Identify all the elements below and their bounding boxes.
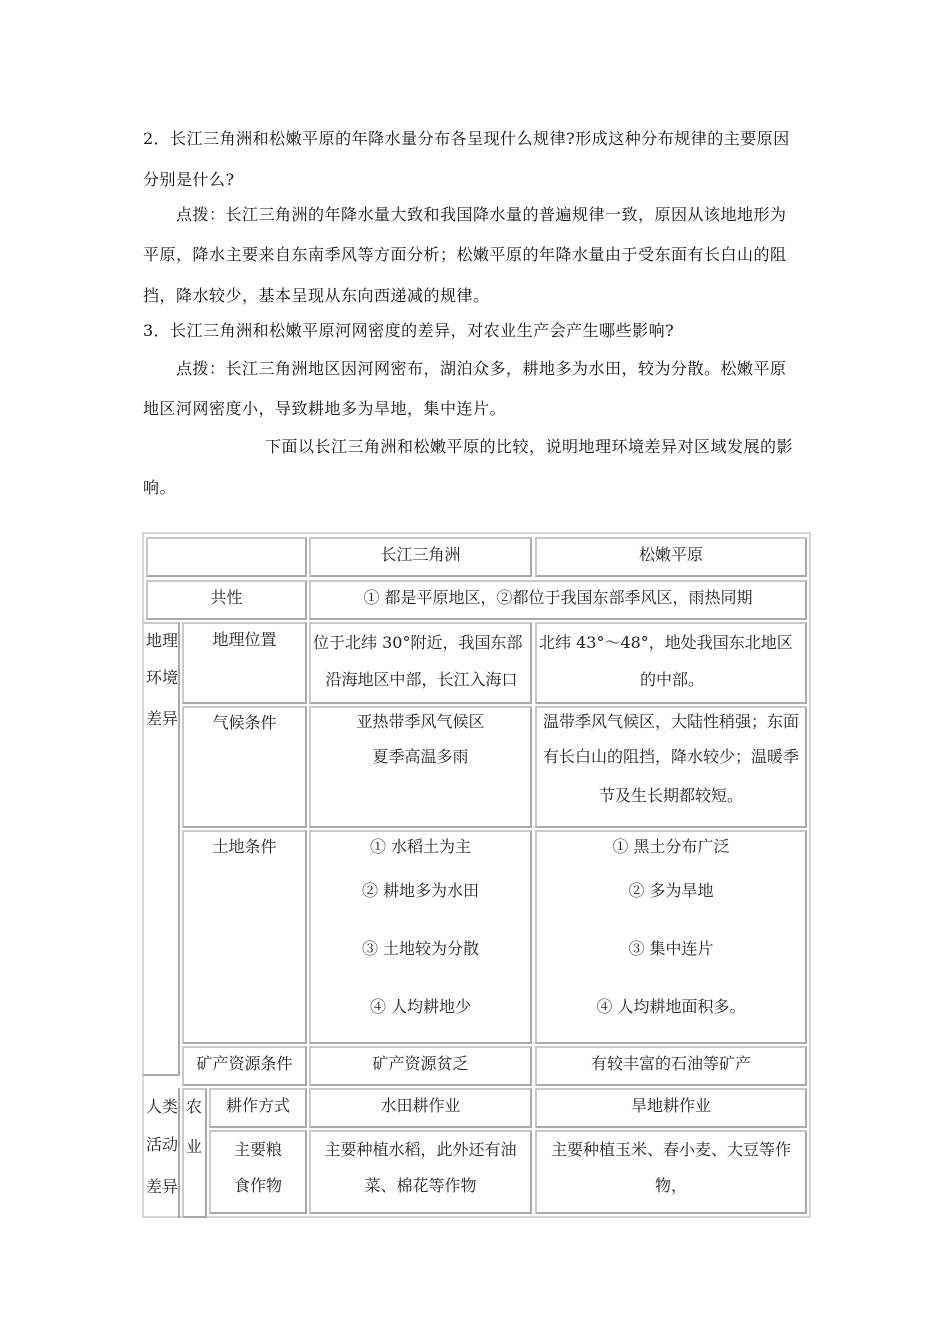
land-songnen-item2: ② 多为旱地 xyxy=(628,881,714,900)
agri-group-label-2: 业 xyxy=(185,1137,202,1156)
human-group-label-2: 活动 xyxy=(145,1135,178,1154)
mineral-yangtze: 矿产资源贫乏 xyxy=(309,1046,532,1086)
question-2-line2: 分别是什么? xyxy=(143,170,235,189)
land-yangtze-item1: ① 水稻土为主 xyxy=(369,837,472,856)
header-yangtze: 长江三角洲 xyxy=(309,537,532,577)
climate-songnen xyxy=(535,706,807,828)
crops-songnen-line2: 物， xyxy=(654,1176,687,1195)
location-songnen-line2: 的中部。 xyxy=(639,670,704,689)
farming-label: 耕作方式 xyxy=(209,1088,307,1128)
land-yangtze-item2: ② 耕地多为水田 xyxy=(361,881,480,900)
climate-yangtze-line1: 亚热带季风气候区 xyxy=(356,712,485,731)
crops-yangtze-line2: 菜、棉花等作物 xyxy=(364,1176,477,1195)
crops-yangtze-line1: 主要种植水稻，此外还有油 xyxy=(324,1140,517,1159)
hint-2-line3: 挡，降水较少，基本呈现从东向西递减的规律。 xyxy=(143,286,490,305)
climate-songnen-line3: 节及生长期都较短。 xyxy=(598,786,743,805)
crops-label xyxy=(209,1130,307,1214)
intro-line2: 响。 xyxy=(143,478,177,497)
farming-yangtze: 水田耕作业 xyxy=(309,1088,532,1128)
location-songnen xyxy=(535,622,807,704)
land-yangtze-item3: ③ 土地较为分散 xyxy=(361,939,480,958)
land-songnen-item4: ④ 人均耕地面积多。 xyxy=(596,997,746,1016)
hint-2-line1: 点拨：长江三角洲的年降水量大致和我国降水量的普遍规律一致，原因从该地地形为 xyxy=(176,205,787,224)
header-empty-cell xyxy=(146,537,307,577)
hint-3-line1: 点拨：长江三角洲地区因河网密布，湖泊众多，耕地多为水田，较为分散。松嫩平原 xyxy=(176,359,787,378)
common-label: 共性 xyxy=(146,580,307,620)
climate-songnen-line1: 温带季风气候区，大陆性稍强；东面 xyxy=(542,712,799,731)
header-songnen: 松嫩平原 xyxy=(535,537,807,577)
land-label: 土地条件 xyxy=(182,830,307,1044)
hint-2-line2: 平原，降水主要来自东南季风等方面分析；松嫩平原的年降水量由于受东面有长白山的阻 xyxy=(143,245,787,264)
land-songnen-item3: ③ 集中连片 xyxy=(628,939,714,958)
hint-3-line2: 地区河网密度小，导致耕地多为旱地，集中连片。 xyxy=(143,399,507,418)
question-2-line1: 2．长江三角洲和松嫩平原的年降水量分布各呈现什么规律?形成这种分布规律的主要原因 xyxy=(143,129,790,148)
climate-yangtze-line2: 夏季高温多雨 xyxy=(372,747,469,766)
location-yangtze xyxy=(309,622,532,704)
intro-line1: 下面以长江三角洲和松嫩平原的比较，说明地理环境差异对区域发展的影 xyxy=(265,437,794,456)
land-yangtze xyxy=(309,830,532,1044)
human-group-label-1: 人类 xyxy=(145,1097,178,1116)
geo-group-label-3: 差异 xyxy=(145,709,178,728)
human-group-label-3: 差异 xyxy=(145,1177,178,1196)
climate-yangtze xyxy=(309,706,532,828)
human-group-cell xyxy=(143,1088,180,1218)
location-songnen-line1: 北纬 43°～48°，地处我国东北地区 xyxy=(539,633,793,652)
geo-group-label-2: 环境 xyxy=(145,668,178,687)
farming-songnen: 旱地耕作业 xyxy=(535,1088,807,1128)
location-label: 地理位置 xyxy=(182,622,307,704)
crops-label-line1: 主要粮 xyxy=(233,1140,282,1159)
geo-group-label-1: 地理 xyxy=(145,631,178,650)
agri-group-label-1: 农 xyxy=(185,1097,202,1116)
crops-songnen xyxy=(535,1130,807,1214)
question-3-line1: 3．长江三角洲和松嫩平原河网密度的差异，对农业生产会产生哪些影响? xyxy=(143,321,675,340)
location-yangtze-line2: 沿海地区中部，长江入海口 xyxy=(325,670,518,689)
climate-label: 气候条件 xyxy=(182,706,307,828)
land-yangtze-item4: ④ 人均耕地少 xyxy=(369,997,472,1016)
location-yangtze-line1: 位于北纬 30°附近，我国东部 xyxy=(313,633,523,652)
climate-songnen-line2: 有长白山的阻挡，降水较少；温暖季 xyxy=(542,747,799,766)
land-songnen xyxy=(535,830,807,1044)
crops-songnen-line1: 主要种植玉米、春小麦、大豆等作 xyxy=(550,1140,791,1159)
mineral-songnen: 有较丰富的石油等矿产 xyxy=(535,1046,807,1086)
land-songnen-item1: ① 黑土分布广泛 xyxy=(612,837,730,856)
mineral-label: 矿产资源条件 xyxy=(182,1046,307,1086)
crops-label-line2: 食作物 xyxy=(233,1176,282,1195)
crops-yangtze xyxy=(309,1130,532,1214)
common-value: ① 都是平原地区，②都位于我国东部季风区，雨热同期 xyxy=(309,580,807,620)
